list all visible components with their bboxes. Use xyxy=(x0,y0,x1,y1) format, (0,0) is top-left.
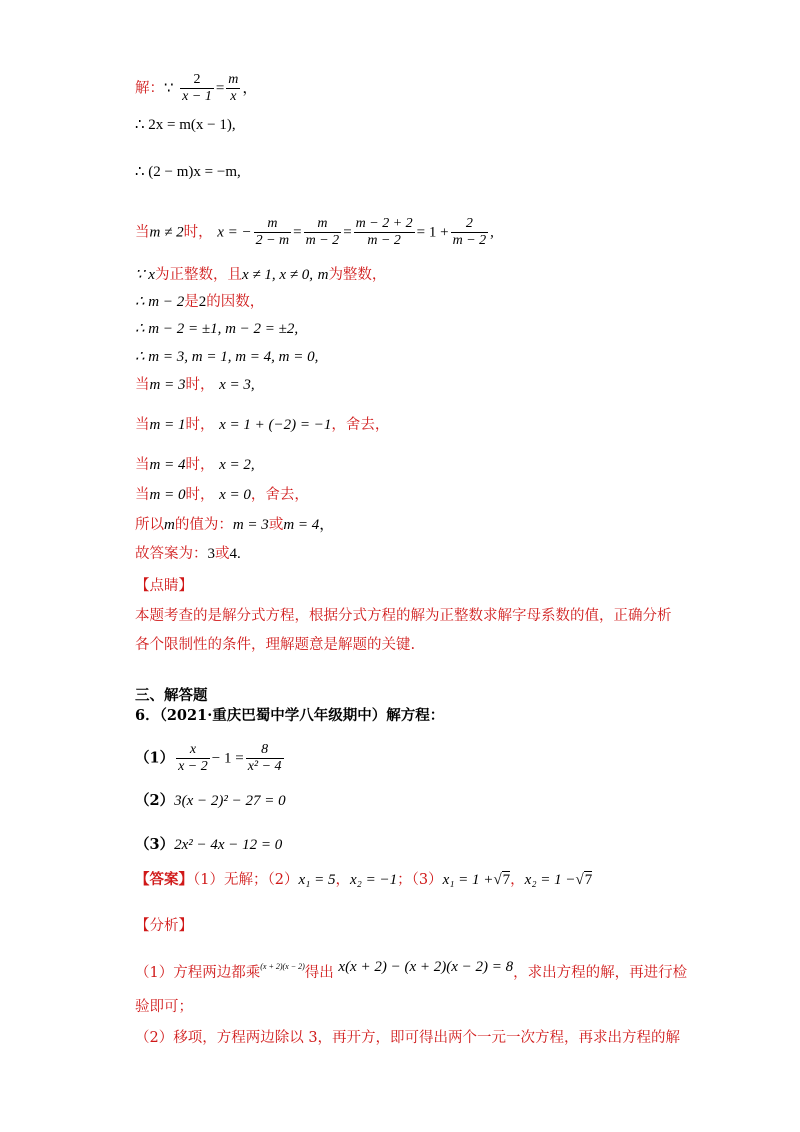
solution-label: 解： xyxy=(135,80,164,97)
solution-line-8: ∴ m = 3, m = 1, m = 4, m = 0, xyxy=(135,349,319,365)
solution-line-12: 当m = 0时， x = 0，舍去， xyxy=(135,487,309,503)
solution-line-1: 解：∵ $\frac{2}{x - 1}$ = $\frac{m}{x}$ ， xyxy=(135,72,258,104)
solution-line-13: 所以m的值为：m = 3或m = 4， xyxy=(135,517,335,533)
fraction: $\frac{8}{\text{x² − 4}}$ xyxy=(247,742,282,774)
question-header: 6．（2021·重庆巴蜀中学八年级期中）解方程： xyxy=(135,707,445,724)
solution-line-3: ∴ (2 − m)x = −m, xyxy=(135,164,241,180)
equation-1: （1） $\frac{x}{x - 2}$ − 1 = $\frac{8}{\text{x² − 4}}$ xyxy=(135,742,282,774)
solution-line-6: ∴ m − 2是2的因数， xyxy=(135,294,265,310)
analysis-step-1-cont: 验即可； xyxy=(135,999,193,1015)
answer-label: 【答案】 xyxy=(135,871,193,888)
fraction: $\frac{2}{m - 2}$ xyxy=(452,216,487,248)
solution-line-5: ∵ x为正整数，且x ≠ 1, x ≠ 0, m为整数， xyxy=(135,267,387,283)
solution-line-4: 当m ≠ 2时， x = − $\frac{m}{2 - m}$ = $\frac{m}{m - 2}$ = $\frac{m - 2 + 2}{m - 2}$ = 1 + $\frac{2}{m - 2}$ , xyxy=(135,216,494,248)
review-paragraph-1: 本题考查的是解分式方程，根据分式方程的解为正整数求解字母系数的值，正确分析 xyxy=(135,608,672,624)
sqrt-symbol: √ xyxy=(493,872,502,888)
review-paragraph-2: 各个限制性的条件，理解题意是解题的关键. xyxy=(135,637,416,653)
fraction: $\frac{m}{2 - m}$ xyxy=(255,216,290,248)
because-symbol: ∵ xyxy=(164,80,174,97)
answer-line: 【答案】（1）无解；（2）x₁ = 5，x₂ = −1；（3）x₁ = 1 +√7，x₂ = 1 −√7 xyxy=(135,871,593,888)
fraction: $\frac{m}{x}$ xyxy=(228,72,239,104)
solution-line-7: ∴ m − 2 = ±1, m − 2 = ±2, xyxy=(135,321,299,337)
fraction: $\frac{x}{x - 2}$ xyxy=(178,742,208,774)
solution-line-11: 当m = 4时， x = 2, xyxy=(135,457,255,473)
analysis-heading: 【分析】 xyxy=(135,918,193,934)
solution-line-2: ∴ 2x = m(x − 1), xyxy=(135,117,236,133)
fraction: $\frac{m}{m - 2}$ xyxy=(305,216,340,248)
analysis-step-1: （1）方程两边都乘$^{(x + 2)(x - 2)}$得出 x(x + 2) − (x + 2)(x − 2) = 8，求出方程的解，再进行检 xyxy=(135,959,688,981)
solution-line-14: 故答案为：3或4. xyxy=(135,546,241,562)
sqrt-symbol: √ xyxy=(575,872,584,888)
fraction: $\frac{m - 2 + 2}{m - 2}$ xyxy=(355,216,413,248)
solution-line-9: 当m = 3时， x = 3, xyxy=(135,377,255,393)
analysis-step-2: （2）移项，方程两边除以 3，再开方，即可得出两个一元一次方程，再求出方程的解 xyxy=(135,1030,681,1046)
section-title: 三、解答题 xyxy=(135,687,208,704)
equation-2: （2）3(x − 2)² − 27 = 0 xyxy=(135,792,286,809)
equation-3: （3）2x² − 4x − 12 = 0 xyxy=(135,836,283,853)
review-heading: 【点睛】 xyxy=(135,578,193,594)
fraction: $\frac{2}{x - 1}$ xyxy=(182,72,212,104)
solution-line-10: 当m = 1时， x = 1 + (−2) = −1，舍去， xyxy=(135,417,390,433)
